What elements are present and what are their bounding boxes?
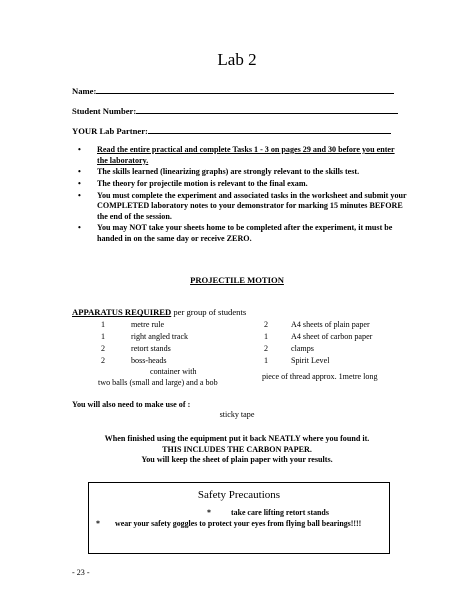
instruction-item: • Read the entire practical and complete Tasks 1 - 3 on pages 29 and 30 before you enter the laboratory. — [78, 145, 395, 165]
instruction-item: • The skills learned (linearizing graphs) are strongly relevant to the skills test. — [78, 167, 360, 177]
apparatus-item: retort stands — [131, 344, 171, 353]
apparatus-qty: 2 — [264, 320, 269, 329]
safety-title: Safety Precautions — [197, 489, 281, 501]
partner-field — [72, 126, 391, 136]
apparatus-qty: 1 — [101, 320, 106, 329]
apparatus-container-contents: two balls (small and large) and a bob — [98, 378, 218, 387]
apparatus-qty: 1 — [264, 332, 269, 341]
student-number-field — [72, 106, 398, 116]
apparatus-heading — [72, 307, 246, 317]
apparatus-qty: 2 — [101, 356, 106, 365]
apparatus-container-label: container with — [150, 367, 197, 376]
instruction-item: • You must complete the experiment and associated tasks in the worksheet and submit your COMPLETED laboratory notes to your demonstrator for marking 15 minutes BEFORE the end of the session. — [78, 190, 407, 221]
safety-line: take care lifting retort stands — [231, 508, 329, 517]
apparatus-item: right angled track — [131, 332, 189, 341]
instruction-item: • You may NOT take your sheets home to be completed after the experiment, it must be handed in on the same day or receive ZERO. — [78, 223, 393, 243]
instruction-item: • The theory for projectile motion is relevant to the final exam. — [78, 178, 308, 188]
finish-instructions — [0, 434, 474, 466]
finish-line: You will keep the sheet of plain paper with your results. — [141, 455, 333, 464]
apparatus-qty: 1 — [264, 356, 269, 365]
apparatus-thread: piece of thread approx. 1metre long — [262, 372, 378, 381]
bullet-icon: • — [78, 190, 81, 200]
safety-line: wear your safety goggles to protect your eyes from flying ball bearings!!!! — [115, 519, 362, 528]
finish-line: THIS INCLUDES THE CARBON PAPER. — [162, 444, 312, 454]
section-title: PROJECTILE MOTION — [190, 275, 284, 285]
apparatus-header-suffix: per group of students — [171, 307, 247, 317]
bullet-icon: • — [78, 223, 81, 233]
apparatus-item: boss-heads — [131, 356, 167, 365]
page-number: - 23 - — [72, 568, 90, 577]
name-label: Name: — [72, 86, 97, 96]
apparatus-item: clamps — [291, 344, 314, 353]
safety-star-icon: * — [96, 519, 100, 528]
safety-box — [88, 482, 390, 554]
bullet-icon: • — [78, 145, 81, 154]
name-field — [72, 86, 394, 96]
also-need-item: sticky tape — [219, 410, 255, 419]
student-number-label: Student Number: — [72, 106, 137, 116]
apparatus-header: APPARATUS REQUIRED — [72, 307, 172, 317]
name-line — [96, 93, 394, 94]
finish-line: When finished using the equipment put it back NEATLY where you found it. — [104, 434, 370, 443]
partner-label: YOUR Lab Partner: — [72, 126, 148, 136]
apparatus-item: A4 sheets of plain paper — [291, 320, 370, 329]
page-title: Lab 2 — [217, 50, 257, 69]
bullet-icon: • — [78, 167, 81, 177]
apparatus-qty: 2 — [264, 344, 269, 353]
bullet-icon: • — [78, 178, 81, 188]
apparatus-item: A4 sheet of carbon paper — [291, 332, 373, 341]
apparatus-item: metre rule — [131, 320, 165, 329]
student-number-line — [136, 113, 398, 114]
apparatus-item: Spirit Level — [291, 356, 330, 365]
instruction-list — [72, 145, 407, 245]
apparatus-qty: 2 — [101, 344, 106, 353]
also-need-heading: You will also need to make use of : — [72, 400, 191, 409]
apparatus-qty: 1 — [101, 332, 106, 341]
safety-star-icon: * — [207, 508, 211, 517]
partner-line — [148, 133, 391, 134]
